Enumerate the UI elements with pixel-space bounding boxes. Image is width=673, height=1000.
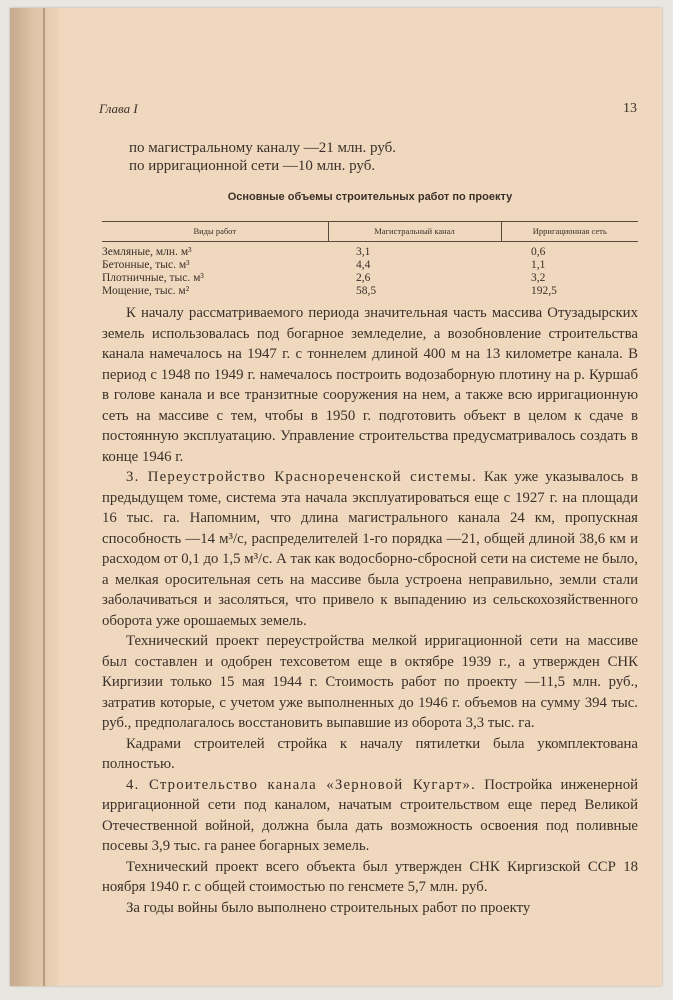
table-cell: Мощение, тыс. м²	[102, 285, 190, 297]
table-cell: 0,6	[531, 246, 546, 258]
table-row	[102, 285, 638, 298]
paragraph: К началу рассматриваемого периода значительная часть массива Отузадырских земель использовалась под богарное земледелие, а возобновление строительства канала намечалось на 1947 г. с тоннелем длиной 400 м на 13 километре канала. В период с 1948 по 1949 г. намечалось построить водозаборную плотину на р. Куршаб в голове канала и все транзитные сооружения на нем, а также всю ирригационную сеть на массиве с тем, чтобы в 1950 г. подготовить объект в целом к сдаче в постоянную эксплуатацию. Управление строительства предусматривалось создать в конце 1946 г.	[102, 305, 638, 465]
body-text	[102, 303, 638, 918]
table-cell: Плотничные, тыс. м³	[102, 272, 204, 284]
column-header-work-type: Виды работ	[102, 222, 328, 242]
table-cell: 3,2	[531, 272, 546, 284]
table-cell: 4,4	[356, 259, 371, 271]
table-cell: 3,1	[356, 246, 371, 258]
page-content	[102, 139, 638, 918]
chapter-label: Глава I	[99, 101, 138, 116]
cost-line-irrigation: по ирригационной сети —10 млн. руб.	[129, 158, 376, 174]
paragraph: Кадрами строителей стройка к началу пятилетки была укомплектована полностью.	[102, 735, 638, 772]
column-header-irrigation-network: Ирригационная сеть	[501, 222, 638, 242]
table-row	[102, 242, 638, 260]
book-page	[10, 8, 662, 986]
section-heading: 4. Строительство канала «Зерновой Кугарт».	[126, 776, 477, 793]
table-row	[102, 272, 638, 285]
binding-crease	[43, 8, 45, 986]
paragraph-text: Постройка инженерной ирригационной сети под каналом, начатым строительством еще перед Великой Отечественной войной, должна была дать возможность освоения под поливные посевы 3,9 тыс. га ранее богарных земель.	[102, 776, 639, 854]
table-cell: 58,5	[356, 285, 377, 297]
paragraph: Технический проект всего объекта был утвержден СНК Киргизской ССР 18 ноября 1940 г. с общей стоимостью по генсмете 5,7 млн. руб.	[102, 858, 638, 895]
table-cell: 2,6	[356, 272, 371, 284]
cost-line-main-canal: по магистральному каналу —21 млн. руб.	[129, 140, 397, 156]
table-title: Основные объемы строительных работ по проекту	[227, 191, 513, 203]
paragraph	[102, 775, 638, 857]
table-cell: 192,5	[531, 285, 557, 297]
table-cell: 1,1	[531, 259, 546, 271]
column-header-main-canal: Магистральный канал	[328, 222, 501, 242]
paragraph	[102, 467, 638, 631]
paragraph: Технический проект переустройства мелкой ирригационной сети на массиве был составлен и одобрен техсоветом еще в октябре 1939 г., а утвержден СНК Киргизии только 15 мая 1944 г. Стоимость работ по проекту —11,5 млн. руб., затратив которые, с учетом уже выполненных до 1946 г. объемов на сумму 394 тыс. руб., предполагалось восстановить выпавшие из оборота 3,3 тыс. га.	[102, 633, 638, 731]
binding-fold	[10, 8, 58, 986]
paragraph-text: Как уже указывалось в предыдущем томе, система эта начала эксплуатироваться еще с 1927 г. на площади 16 тыс. га. Напомним, что длина магистрального канала 24 км, пропускная способность —14 м³/с, распределителей 1-го порядка —21, общей длиной 38,6 км и расходом от 0,1 до 1,5 м³/с. А так как водосборно-сбросной сети на системе не было, а мелкая оросительная сеть на массиве была устроена неправильно, земли стали заболачиваться и засоляться, что привело к выпадению из сельскохозяйственного оборота уже орошаемых земель.	[102, 469, 638, 629]
table-header-row	[102, 222, 638, 242]
table-cell: Земляные, млн. м³	[102, 246, 192, 258]
works-volume-table	[102, 221, 638, 298]
page-number: 13	[623, 101, 637, 116]
section-heading: 3. Переустройство Краснореченской системы.	[126, 469, 477, 485]
table-row	[102, 259, 638, 272]
paragraph: За годы войны было выполнено строительных работ по проекту	[126, 899, 531, 916]
table-cell: Бетонные, тыс. м³	[102, 259, 190, 271]
